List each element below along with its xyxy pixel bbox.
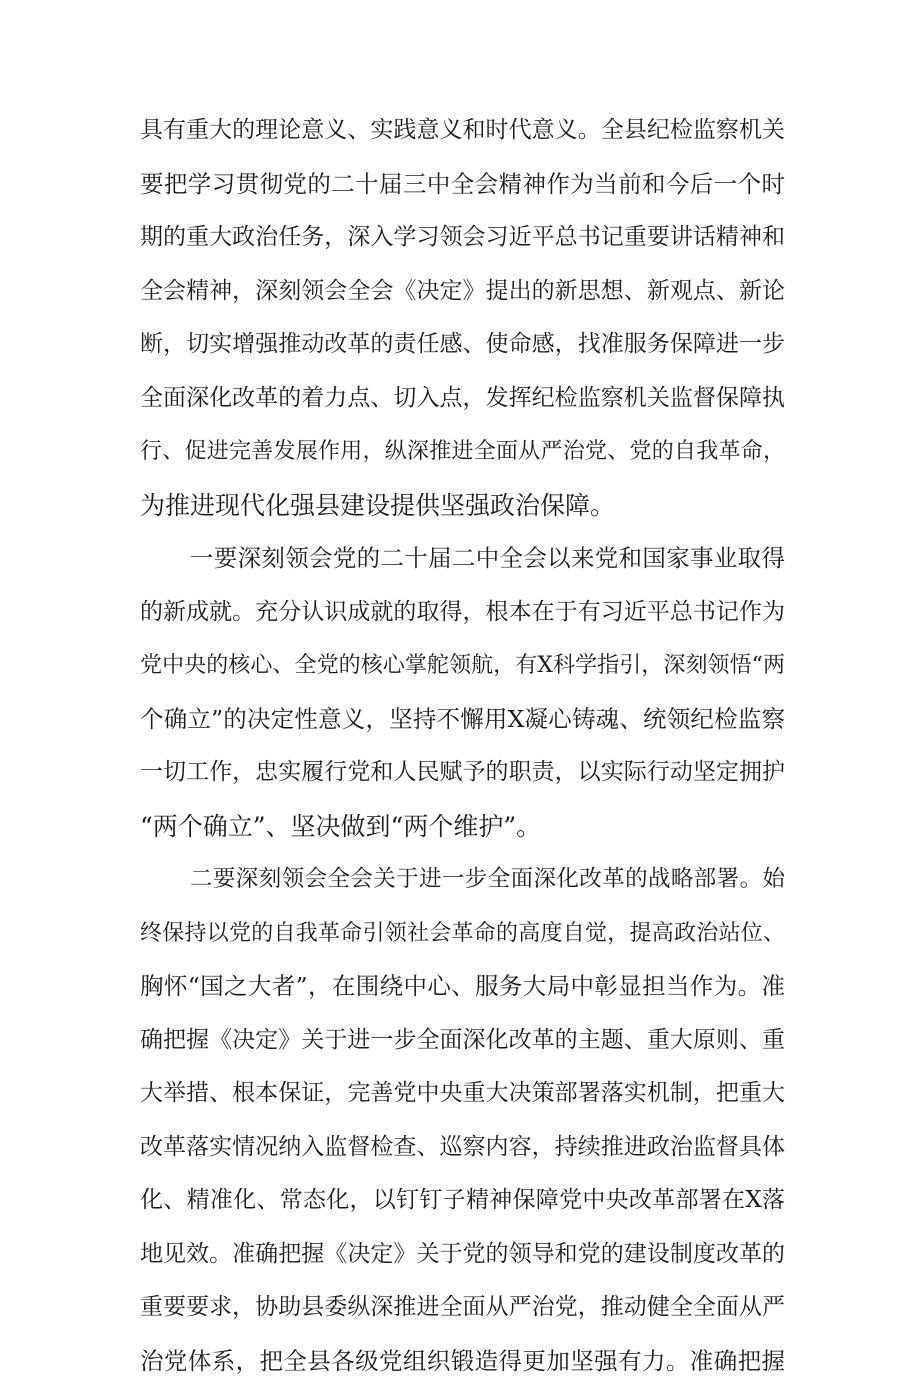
text-line: 的新成就。充分认识成就的取得，根本在于有习近平总书记作为 <box>140 586 785 640</box>
paragraph-1 <box>140 104 785 532</box>
text-line: 断，切实增强推动改革的责任感、使命感，找准服务保障进一步 <box>140 318 785 372</box>
text-line: 党中央的核心、全党的核心掌舵领航，有X科学指引，深刻领悟“两 <box>140 639 785 693</box>
text-line: 化、精准化、常态化，以钉钉子精神保障党中央改革部署在X落 <box>140 1174 785 1228</box>
text-line: 全会精神，深刻领会全会《决定》提出的新思想、新观点、新论 <box>140 265 785 319</box>
text-line: 行、促进完善发展作用，纵深推进全面从严治党、党的自我革命， <box>140 425 785 479</box>
text-line: 终保持以党的自我革命引领社会革命的高度自觉，提高政治站位、 <box>140 907 785 961</box>
paragraph-2 <box>140 532 785 853</box>
text-line: 一要深刻领会党的二十届二中全会以来党和国家事业取得 <box>140 532 785 586</box>
text-line: 改革落实情况纳入监督检查、巡察内容，持续推进政治监督具体 <box>140 1121 785 1175</box>
text-line: 具有重大的理论意义、实践意义和时代意义。全县纪检监察机关 <box>140 104 785 158</box>
text-line: 确把握《决定》关于进一步全面深化改革的主题、重大原则、重 <box>140 1014 785 1068</box>
text-line: 重要要求，协助县委纵深推进全面从严治党，推动健全全面从严 <box>140 1281 785 1335</box>
text-line: 要把学习贯彻党的二十届三中全会精神作为当前和今后一个时 <box>140 158 785 212</box>
text-line: 一切工作，忠实履行党和人民赋予的职责，以实际行动坚定拥护 <box>140 746 785 800</box>
text-line: 治党体系，把全县各级党组织锻造得更加坚强有力。准确把握 <box>140 1335 785 1388</box>
text-line: 期的重大政治任务，深入学习领会习近平总书记重要讲话精神和 <box>140 211 785 265</box>
text-line: 二要深刻领会全会关于进一步全面深化改革的战略部署。始 <box>140 853 785 907</box>
text-line: 大举措、根本保证，完善党中央重大决策部署落实机制，把重大 <box>140 1067 785 1121</box>
text-line: 个确立”的决定性意义，坚持不懈用X凝心铸魂、统领纪检监察 <box>140 693 785 747</box>
text-line: “两个确立”、坚决做到“两个维护”。 <box>140 800 785 854</box>
text-line: 地见效。准确把握《决定》关于党的领导和党的建设制度改革的 <box>140 1228 785 1282</box>
text-line: 全面深化改革的着力点、切入点，发挥纪检监察机关监督保障执 <box>140 372 785 426</box>
document-body <box>140 104 785 1388</box>
text-line: 为推进现代化强县建设提供坚强政治保障。 <box>140 479 785 533</box>
paragraph-3 <box>140 853 785 1388</box>
text-line: 胸怀“国之大者”，在围绕中心、服务大局中彰显担当作为。准 <box>140 960 785 1014</box>
